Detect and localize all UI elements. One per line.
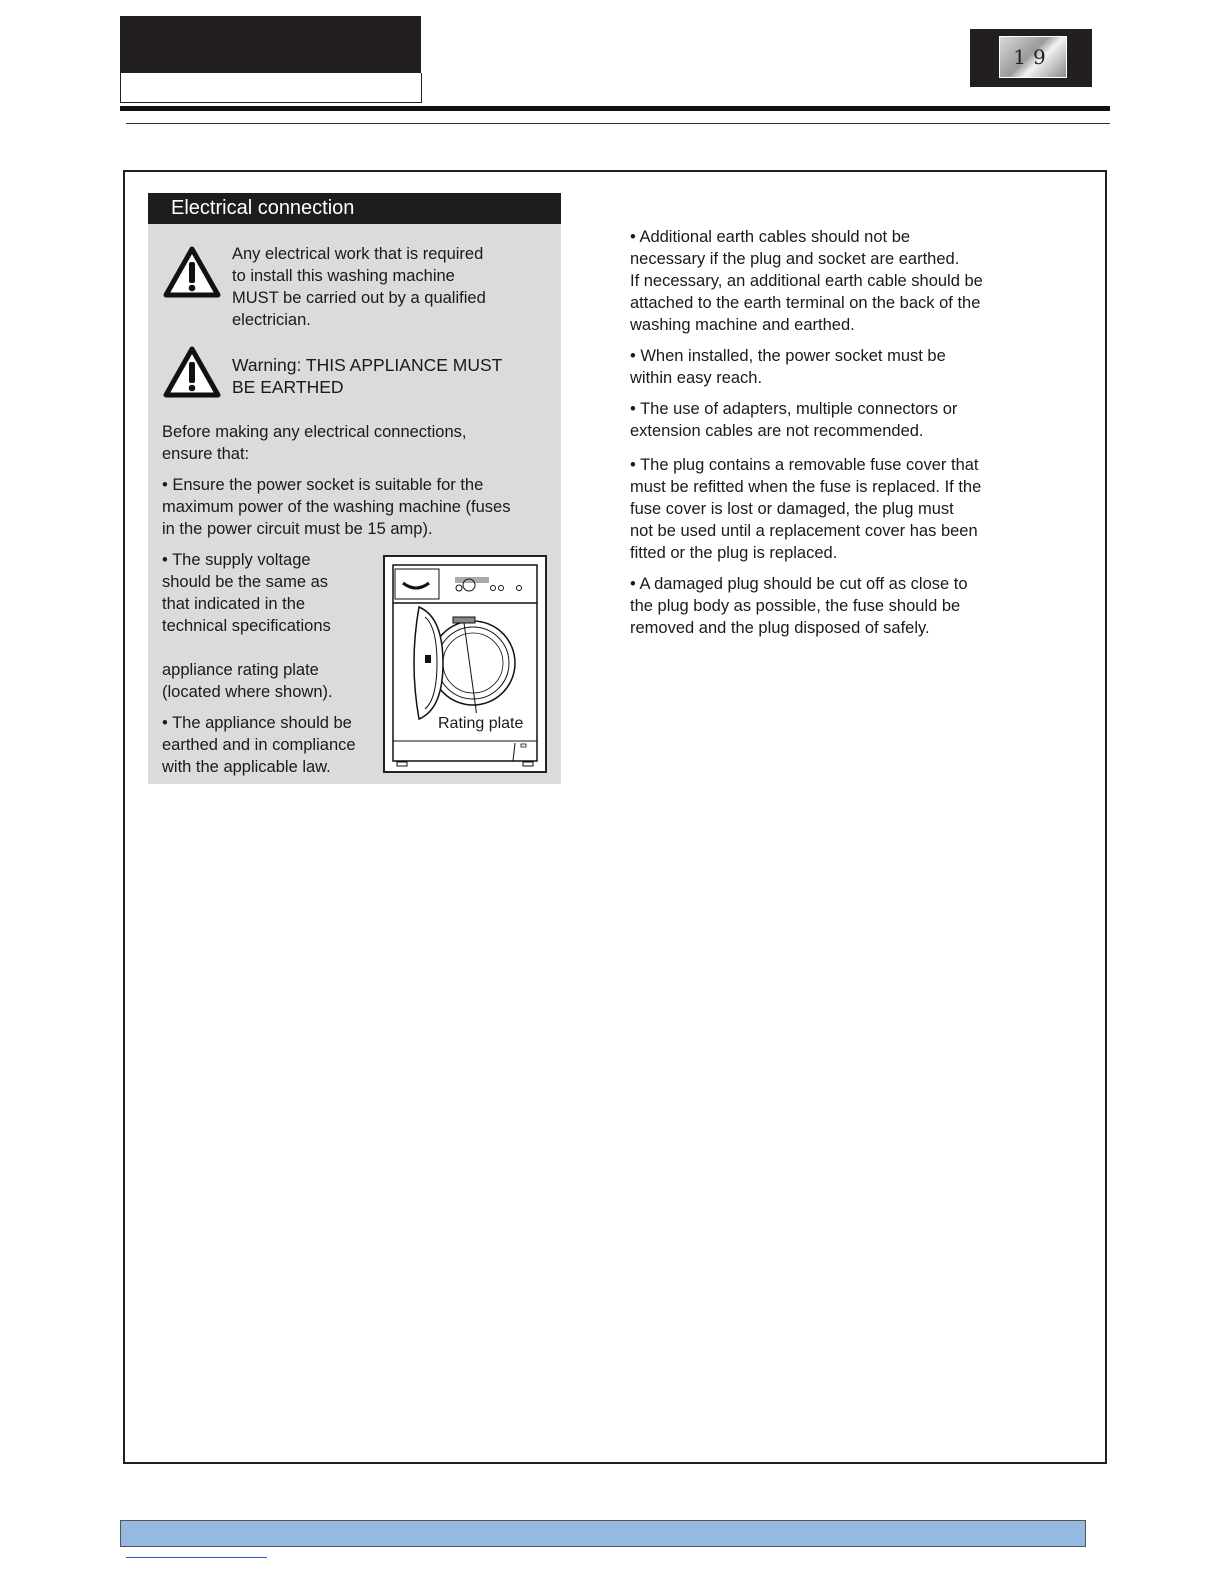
warning-triangle-icon — [163, 345, 221, 399]
rating-plate-label: Rating plate — [436, 713, 525, 735]
page-number: 19 — [999, 36, 1067, 78]
bullet-voltage-cont: appliance rating plate (located where shown). — [162, 661, 333, 701]
page-badge — [970, 29, 1092, 87]
right-bullet-earth-cables: • Additional earth cables should not be necessary if the plug and socket are earthed. If necessary, an additional earth cable should be attached to the earth terminal on the back of the washing machine and earthed. — [630, 228, 983, 334]
header-white-block — [120, 73, 422, 103]
bullet-voltage: • The supply voltage should be the same as that indicated in the technical specifications — [162, 551, 331, 635]
header-rule-thick — [120, 106, 1110, 111]
warning-triangle-icon — [163, 245, 221, 299]
footer-bar — [120, 1520, 1086, 1547]
warning-1-text: Any electrical work that is required to install this washing machine MUST be carried out by a qualified electrician. — [232, 245, 486, 329]
right-bullet-socket-reach: • When installed, the power socket must be within easy reach. — [630, 347, 946, 387]
warning-2-text: Warning: THIS APPLIANCE MUST BE EARTHED — [232, 355, 503, 397]
right-bullet-fuse-cover: • The plug contains a removable fuse cover that must be refitted when the fuse is replaced. If the fuse cover is lost or damaged, the plug must not be used until a replacement cover has been fitted or the plug is replaced. — [630, 456, 982, 562]
bullet-earthed: • The appliance should be earthed and in compliance with the applicable law. — [162, 714, 356, 776]
section-title: Electrical connection — [148, 193, 561, 224]
right-bullet-damaged-plug: • A damaged plug should be cut off as close to the plug body as possible, the fuse should be removed and the plug disposed of safely. — [630, 575, 968, 637]
header-black-block — [120, 16, 421, 73]
washing-machine-drawing — [385, 557, 545, 771]
header-rule-thin — [126, 123, 1110, 124]
intro-text: Before making any electrical connections, ensure that: — [162, 423, 467, 463]
bullet-socket: • Ensure the power socket is suitable for the maximum power of the washing machine (fuses in the power circuit must be 15 amp). — [162, 476, 511, 538]
washing-machine-figure — [383, 555, 547, 773]
footer-link-underline — [126, 1557, 267, 1558]
right-bullet-adapters: • The use of adapters, multiple connectors or extension cables are not recommended. — [630, 400, 958, 440]
